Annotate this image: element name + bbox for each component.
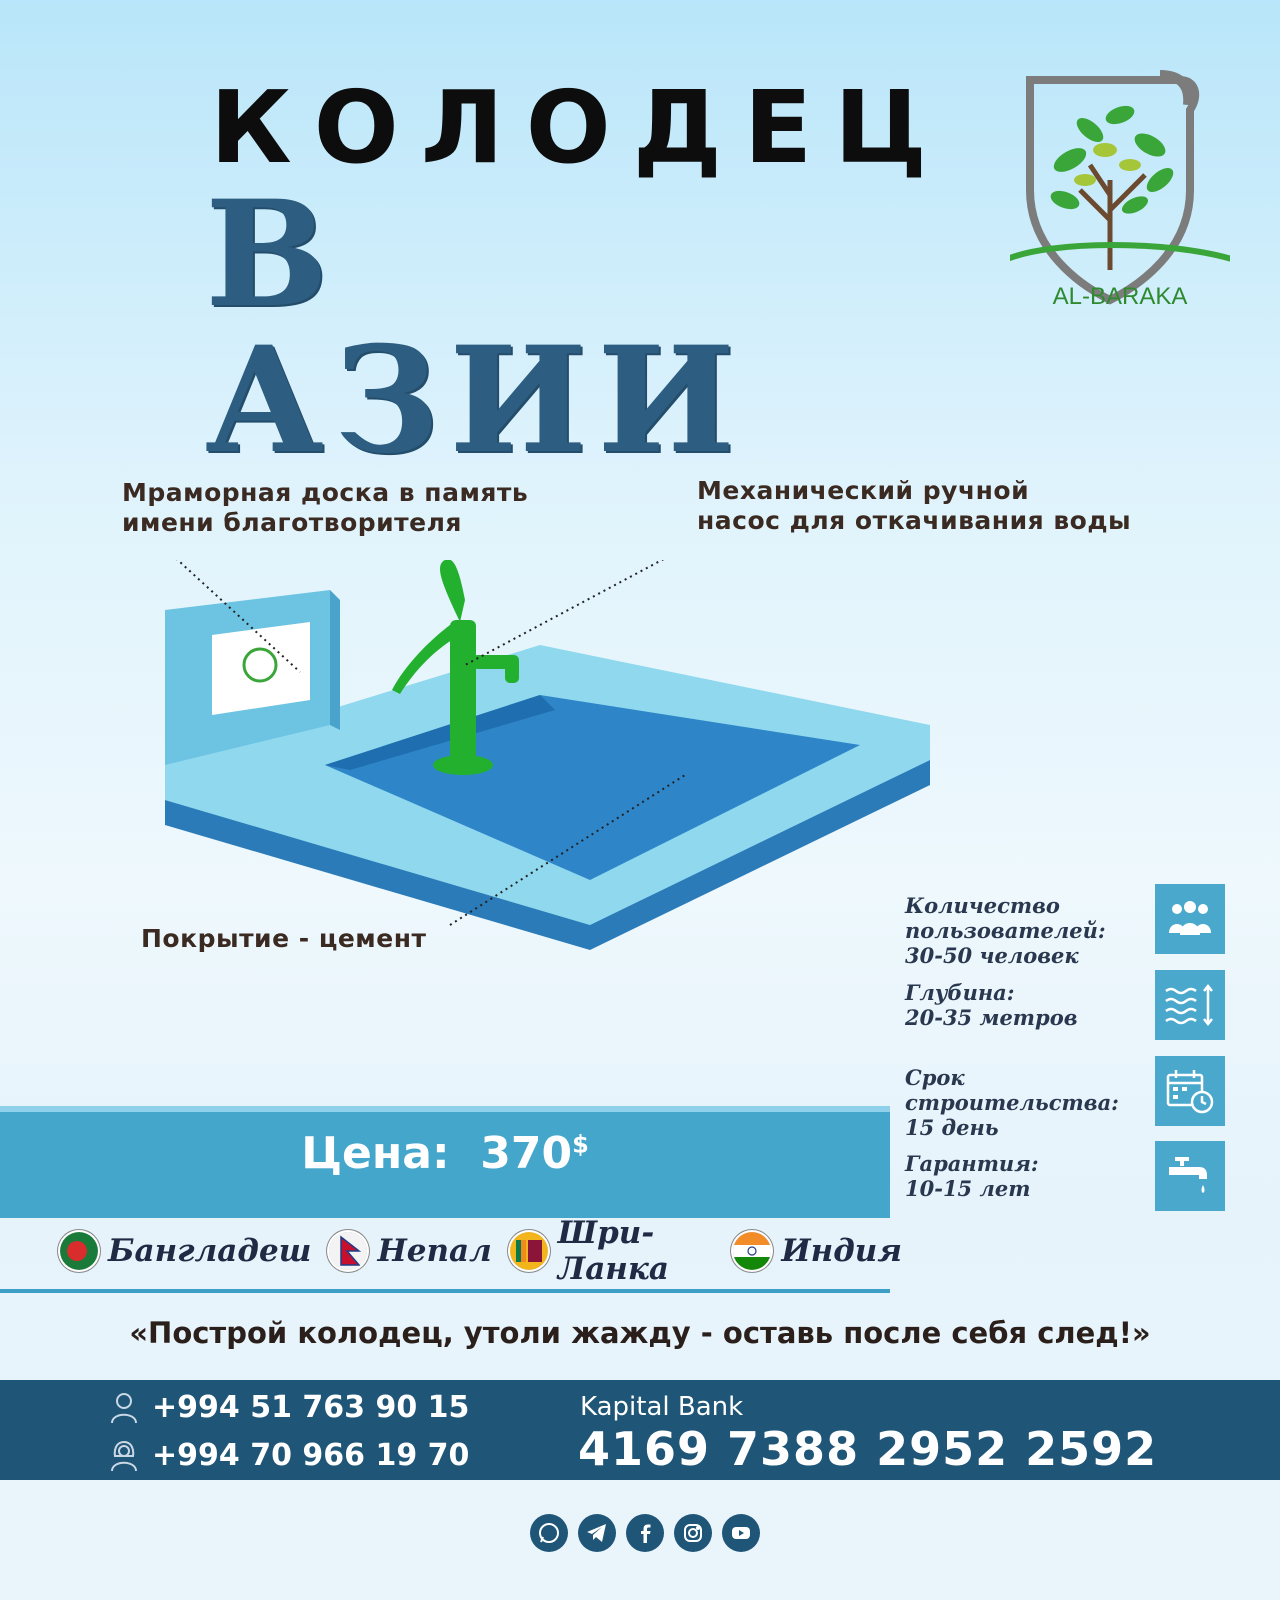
phone-male[interactable]: +994 51 763 90 15	[152, 1390, 470, 1425]
social-links	[530, 1514, 760, 1554]
country-nepal: Непал	[377, 1233, 492, 1269]
water-tap-icon	[1155, 1141, 1225, 1211]
youtube-icon[interactable]	[722, 1514, 760, 1552]
callout-pump	[697, 476, 1131, 536]
spec-depth-line1: Глубина:	[905, 980, 1015, 1005]
spec-build-line2: строительства:	[905, 1090, 1119, 1115]
callout-pump-line2: насос для откачивания воды	[697, 506, 1132, 535]
spec-users-line3: 30-50 человек	[905, 943, 1079, 968]
spec-users-line1: Количество	[905, 893, 1060, 918]
india-flag-icon	[733, 1232, 771, 1270]
spec-users	[905, 893, 1165, 968]
spec-depth-line2: 20-35 метров	[905, 1005, 1078, 1030]
callout-plaque	[122, 478, 528, 538]
spec-build-line3: 15 день	[905, 1115, 999, 1140]
card-number[interactable]: 4169 7388 2952 2592	[578, 1422, 1158, 1476]
price	[0, 1128, 890, 1179]
callout-plaque-line1: Мраморная доска в память	[122, 478, 529, 507]
nepal-flag-icon	[329, 1232, 367, 1270]
price-value: 370	[480, 1128, 573, 1179]
facebook-icon[interactable]	[626, 1514, 664, 1552]
logo-name: AL-BARAKA	[1052, 283, 1188, 310]
callout-plaque-line2: имени благотворителя	[122, 508, 462, 537]
callout-coating: Покрытие - цемент	[141, 924, 427, 953]
price-label: Цена:	[301, 1128, 450, 1179]
price-currency: $	[572, 1130, 589, 1159]
country-list	[60, 1215, 910, 1287]
whatsapp-icon[interactable]	[530, 1514, 568, 1552]
country-bangladesh: Бангладеш	[108, 1233, 312, 1269]
sri-lanka-flag-icon	[510, 1232, 548, 1270]
well-illustration	[160, 560, 940, 980]
title-line-2: В АЗИИ	[205, 169, 746, 486]
callout-pump-line1: Механический ручной	[697, 476, 1030, 505]
spec-users-line2: пользователей:	[905, 918, 1106, 943]
bank-name: Kapital Bank	[580, 1392, 744, 1422]
spec-build-line1: Срок	[905, 1065, 965, 1090]
instagram-icon[interactable]	[674, 1514, 712, 1552]
users-icon	[1155, 884, 1225, 954]
bangladesh-flag-icon	[60, 1232, 98, 1270]
spec-warranty	[905, 1151, 1165, 1201]
calendar-clock-icon	[1155, 1056, 1225, 1126]
country-india: Индия	[781, 1233, 902, 1269]
divider	[0, 1289, 890, 1293]
water-depth-icon	[1155, 970, 1225, 1040]
female-contact-icon	[110, 1440, 138, 1472]
slogan: «Построй колодец, утоли жажду - оставь после себя след!»	[129, 1316, 1151, 1350]
telegram-icon[interactable]	[578, 1514, 616, 1552]
spec-warranty-line1: Гарантия:	[905, 1151, 1039, 1176]
spec-build-time	[905, 1065, 1165, 1140]
spec-warranty-line2: 10-15 лет	[905, 1176, 1031, 1201]
title-line-1: КОЛОДЕЦ	[210, 69, 949, 186]
spec-depth	[905, 980, 1165, 1030]
phone-female[interactable]: +994 70 966 19 70	[152, 1438, 470, 1473]
country-sri-lanka: Шри-Ланка	[557, 1215, 669, 1287]
male-contact-icon	[110, 1392, 138, 1424]
